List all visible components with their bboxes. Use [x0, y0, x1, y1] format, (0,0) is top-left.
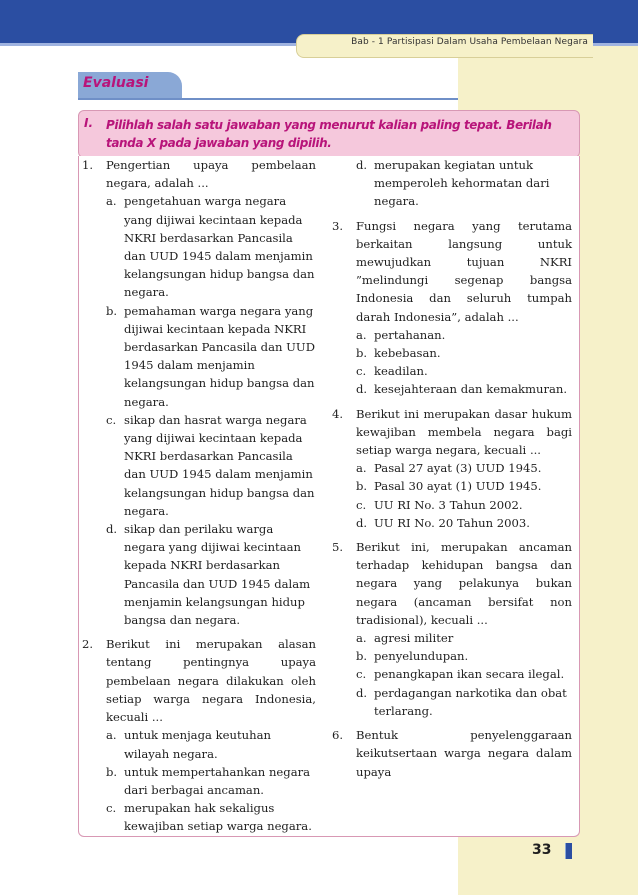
question-number: 2.	[82, 637, 94, 652]
question-text: Berikut ini merupakan dasar hukum kewajiban membela negara bagi setiap warga negara, kecuali ...	[356, 406, 572, 458]
question-4	[332, 405, 572, 460]
option-letter: a.	[356, 631, 367, 646]
left-column	[82, 156, 316, 836]
page-number-bar	[565, 843, 572, 859]
option-letter: a.	[106, 194, 117, 209]
option-letter: b.	[106, 764, 118, 779]
option-text: Pasal 30 ayat (1) UUD 1945.	[374, 479, 542, 494]
instruction-number: I.	[84, 116, 94, 130]
option-2c[interactable]	[82, 799, 316, 835]
question-number: 1.	[82, 158, 94, 172]
question-6	[332, 726, 572, 781]
right-column	[332, 156, 572, 781]
option-4d[interactable]	[332, 514, 572, 532]
option-text: UU RI No. 3 Tahun 2002.	[374, 497, 523, 512]
question-number: 3.	[332, 218, 344, 233]
question-number: 5.	[332, 540, 344, 555]
option-1a[interactable]	[82, 192, 316, 301]
option-text: pemahaman warga negara yang dijiwai kecintaan kepada NKRI berdasarkan Pancasila dan UUD 1945 dalam menjamin kelangsungan hidup bangsa dan negara.	[124, 303, 316, 409]
option-text: keadilan.	[374, 364, 428, 379]
option-3a[interactable]	[332, 326, 572, 344]
question-3	[332, 217, 572, 326]
question-text: Pengertian upaya pembelaan negara, adalah ...	[106, 158, 316, 191]
option-letter: c.	[106, 801, 117, 816]
option-text: merupakan hak sekaligus kewajiban setiap warga negara.	[124, 801, 312, 834]
option-letter: d.	[356, 158, 368, 172]
option-2d[interactable]	[332, 156, 572, 211]
chapter-title: Bab - 1 Partisipasi Dalam Usaha Pembelaan Negara	[351, 37, 588, 47]
option-3d[interactable]	[332, 380, 572, 398]
question-text: Bentuk penyelenggaraan keikutsertaan warga negara dalam upaya	[356, 728, 572, 779]
option-letter: d.	[106, 522, 118, 537]
question-number: 4.	[332, 406, 344, 421]
option-text: UU RI No. 20 Tahun 2003.	[374, 515, 530, 530]
question-number: 6.	[332, 728, 344, 743]
question-2	[82, 635, 316, 726]
option-letter: b.	[356, 649, 368, 664]
option-text: pengetahuan warga negara yang dijiwai kecintaan kepada NKRI berdasarkan Pancasila dan UUD 1945 dalam menjamin kelangsungan hidup bangsa dan negara.	[124, 194, 315, 300]
option-5a[interactable]	[332, 629, 572, 647]
section-title: Evaluasi	[83, 75, 149, 91]
option-4b[interactable]	[332, 477, 572, 495]
option-letter: c.	[356, 667, 367, 682]
option-text: pertahanan.	[374, 327, 446, 342]
question-text: Berikut ini, merupakan ancaman terhadap kehidupan bangsa dan negara yang pelakunya bukan negara (ancaman bersifat non tradisional), kecuali ...	[356, 540, 572, 627]
option-letter: c.	[356, 497, 367, 512]
option-5b[interactable]	[332, 647, 572, 665]
option-3b[interactable]	[332, 344, 572, 362]
option-letter: d.	[356, 515, 368, 530]
option-letter: d.	[356, 685, 368, 700]
section-underline	[78, 98, 458, 100]
question-5	[332, 538, 572, 629]
option-text: penyelundupan.	[374, 649, 469, 664]
option-text: sikap dan perilaku warga negara yang dijiwai kecintaan kepada NKRI berdasarkan Pancasila dan UUD 1945 dalam menjamin kelangsungan hidup bangsa dan negara.	[124, 522, 311, 628]
option-letter: b.	[356, 346, 368, 361]
option-letter: b.	[106, 303, 118, 318]
option-letter: d.	[356, 382, 368, 397]
option-3c[interactable]	[332, 362, 572, 380]
option-letter: a.	[356, 461, 367, 476]
question-text: Berikut ini merupakan alasan tentang pentingnya upaya pembelaan negara dilakukan oleh setiap warga negara Indonesia, kecuali ...	[106, 637, 316, 725]
option-5d[interactable]	[332, 684, 572, 720]
option-2a[interactable]	[82, 726, 316, 762]
option-text: sikap dan hasrat warga negara yang dijiwai kecintaan kepada NKRI berdasarkan Pancasila dan UUD 1945 dalam menjamin kelangsungan hidup bangsa dan negara.	[124, 412, 315, 518]
option-text: perdagangan narkotika dan obat terlarang.	[374, 685, 567, 718]
option-text: merupakan kegiatan untuk memperoleh kehormatan dari negara.	[374, 158, 550, 209]
option-text: untuk menjaga keutuhan wilayah negara.	[124, 728, 271, 761]
option-text: agresi militer	[374, 631, 454, 646]
option-text: penangkapan ikan secara ilegal.	[374, 667, 565, 682]
option-letter: a.	[106, 728, 117, 743]
question-text: Fungsi negara yang terutama berkaitan langsung untuk mewujudkan tujuan NKRI ”melindungi segenap bangsa Indonesia dan seluruh tumpah darah Indonesia”, adalah ...	[356, 218, 572, 324]
question-1	[82, 156, 316, 192]
option-5c[interactable]	[332, 665, 572, 683]
option-text: kesejahteraan dan kemakmuran.	[374, 382, 568, 397]
option-2b[interactable]	[82, 763, 316, 799]
option-1c[interactable]	[82, 411, 316, 520]
option-letter: c.	[106, 412, 117, 427]
option-4c[interactable]	[332, 496, 572, 514]
option-1b[interactable]	[82, 302, 316, 411]
option-letter: b.	[356, 479, 368, 494]
option-1d[interactable]	[82, 520, 316, 629]
instruction-text: Pilihlah salah satu jawaban yang menurut kalian paling tepat. Berilah tanda X pada jawaban yang dipilih.	[106, 118, 552, 150]
page-number: 33	[532, 842, 552, 858]
option-text: Pasal 27 ayat (3) UUD 1945.	[374, 461, 542, 476]
option-letter: c.	[356, 364, 367, 379]
option-text: untuk mempertahankan negara dari berbagai ancaman.	[124, 764, 311, 797]
option-text: kebebasan.	[374, 346, 441, 361]
option-4a[interactable]	[332, 459, 572, 477]
option-letter: a.	[356, 327, 367, 342]
